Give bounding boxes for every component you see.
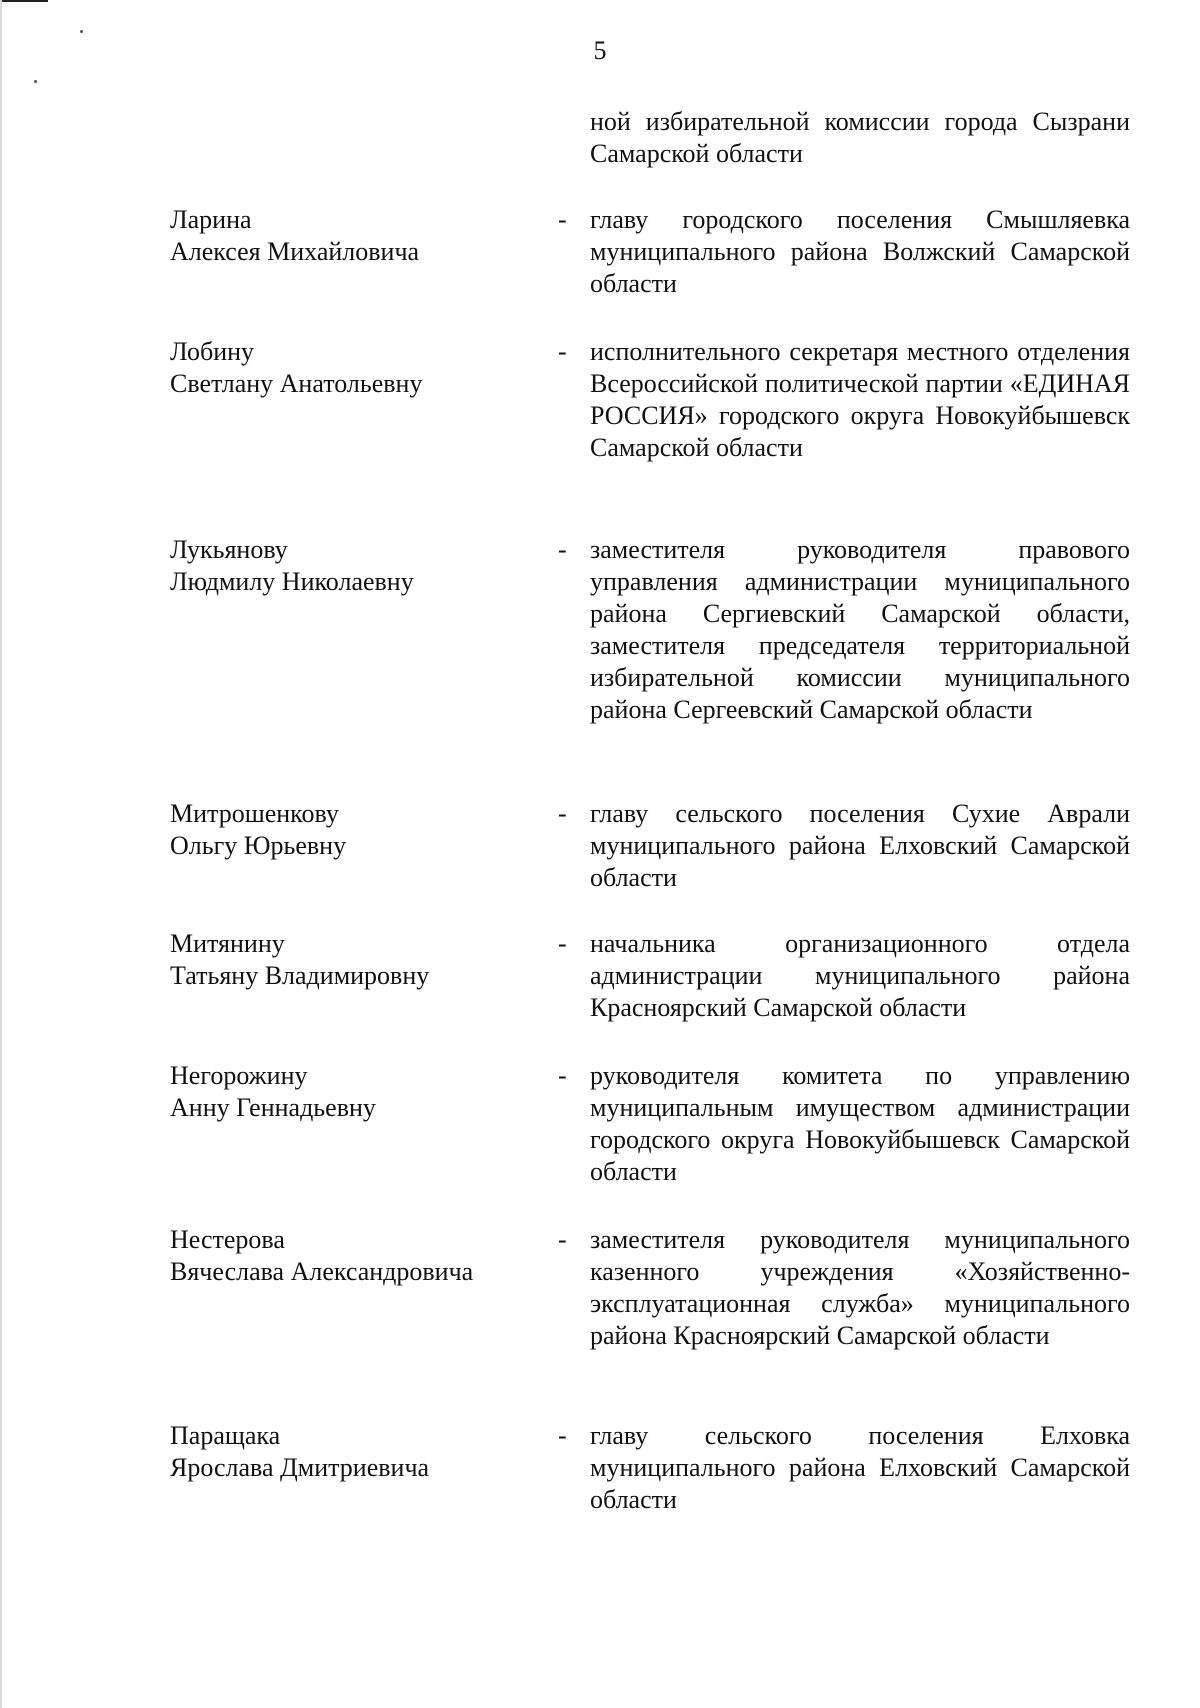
- appointee-given-names: Ольгу Юрьевну: [170, 831, 347, 860]
- appointee-surname: Негорожину: [170, 1061, 308, 1090]
- appointee-given-names: Людмилу Николаевну: [170, 567, 414, 596]
- appointee-position: заместителя руководителя муниципального казенного учреждения «Хозяйственно-эксплуатационная служба» муниципального района Красноярский Самарской области: [590, 1225, 1130, 1350]
- appointee-surname: Нестерова: [170, 1225, 285, 1254]
- scan-left-edge: [0, 0, 2, 1708]
- page-number: 5: [593, 36, 607, 65]
- appointee-given-names: Светлану Анатольевну: [170, 369, 423, 398]
- appointee-position: главу сельского поселения Елховка муниципального района Елховский Самарской области: [590, 1421, 1130, 1514]
- appointee-name: [170, 534, 530, 598]
- appointee-name: [170, 336, 530, 400]
- entry-dash: -: [558, 1421, 567, 1450]
- appointee-name: [170, 798, 530, 862]
- intro-continuation-text: ной избирательной комиссии города Сызрани Самарской области: [590, 107, 1130, 168]
- entry-dash: -: [558, 205, 567, 234]
- appointee-given-names: Алексея Михайловича: [170, 237, 420, 266]
- appointee-surname: Лобину: [170, 337, 255, 366]
- appointee-surname: Паращака: [170, 1421, 281, 1450]
- entry-dash: -: [558, 1061, 567, 1090]
- entry-dash: -: [558, 799, 567, 828]
- appointee-name: [170, 1060, 530, 1124]
- entry-dash: -: [558, 337, 567, 366]
- appointee-surname: Лукьянову: [170, 535, 288, 564]
- appointee-given-names: Ярослава Дмитриевича: [170, 1453, 430, 1482]
- appointee-name: [170, 204, 530, 268]
- appointee-name: [170, 928, 530, 992]
- appointee-position: главу сельского поселения Сухие Аврали муниципального района Елховский Самарской области: [590, 799, 1130, 892]
- appointee-name: [170, 1224, 530, 1288]
- appointee-surname: Ларина: [170, 205, 252, 234]
- entry-dash: -: [558, 535, 567, 564]
- appointee-position: начальника организационного отдела администрации муниципального района Красноярский Самарской области: [590, 929, 1130, 1022]
- scan-speck: [34, 80, 37, 83]
- appointee-position: заместителя руководителя правового управления администрации муниципального района Сергиевский Самарской области, заместителя председателя территориальной избирательной комиссии муниципального района Сергеевский Самарской области: [590, 535, 1130, 724]
- appointee-position: главу городского поселения Смышляевка муниципального района Волжский Самарской области: [590, 205, 1130, 298]
- appointee-given-names: Вячеслава Александровича: [170, 1257, 474, 1286]
- scan-corner-mark: [0, 0, 48, 2]
- entry-dash: -: [558, 929, 567, 958]
- appointee-given-names: Анну Геннадьевну: [170, 1093, 376, 1122]
- appointee-name: [170, 1420, 530, 1484]
- scan-speck: [80, 30, 83, 33]
- appointee-surname: Митянину: [170, 929, 285, 958]
- entry-dash: -: [558, 1225, 567, 1254]
- appointee-surname: Митрошенкову: [170, 799, 339, 828]
- appointee-position: исполнительного секретаря местного отделения Всероссийской политической партии «ЕДИНАЯ РОССИЯ» городского округа Новокуйбышевск Самарской области: [590, 337, 1130, 462]
- appointee-position: руководителя комитета по управлению муниципальным имуществом администрации городского округа Новокуйбышевск Самарской области: [590, 1061, 1130, 1186]
- appointee-given-names: Татьяну Владимировну: [170, 961, 430, 990]
